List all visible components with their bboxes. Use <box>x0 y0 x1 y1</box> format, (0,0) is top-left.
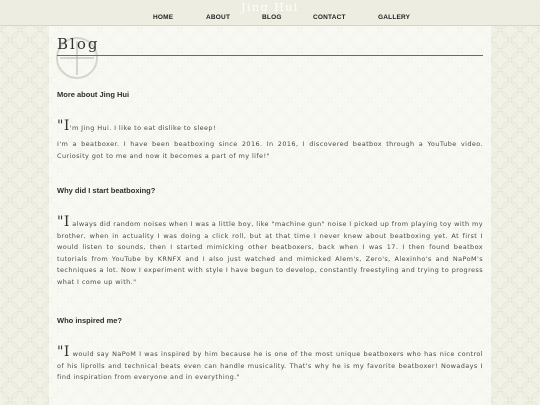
section-paragraph-about: I'm a beatboxer. I have been beatboxing since 2016. In 2016, I discovered beatbox through a YouTube video. Curiosity got to me and now it becomes a part of my life!" <box>57 140 483 160</box>
dropcap: "I <box>57 118 70 134</box>
nav-gallery[interactable]: GALLERY <box>378 14 411 21</box>
main-nav <box>0 14 540 26</box>
dropcap: "I <box>57 214 70 230</box>
section-paragraph-about-lead <box>57 118 483 135</box>
paragraph-text: would say NaPoM I was inspired by him because he is one of the most unique beatboxers who has nice control of his liprolls and technical beats even can handle musicality. That's why he is my favorite beatboxer! Nowadays I find inspiration from everyone and in everything." <box>57 350 483 381</box>
section-heading-about: More about Jing Hui <box>57 90 130 99</box>
section-paragraph-why <box>57 214 483 288</box>
title-divider <box>57 55 483 56</box>
paragraph-text: 'm Jing Hui. I like to eat dislike to sleep! <box>69 124 216 132</box>
nav-about[interactable]: ABOUT <box>206 14 231 21</box>
section-paragraph-inspiration <box>57 344 483 384</box>
section-heading-inspiration: Who inspired me? <box>57 316 123 325</box>
page-title: Blog <box>57 35 100 53</box>
nav-blog[interactable]: BLOG <box>262 14 282 21</box>
site-title[interactable]: Jing Hui <box>241 1 299 14</box>
nav-home[interactable]: HOME <box>153 14 174 21</box>
section-heading-why: Why did I start beatboxing? <box>57 186 156 195</box>
top-navigation-bar <box>0 0 540 26</box>
nav-contact[interactable]: CONTACT <box>313 14 346 21</box>
paragraph-text: always did random noises when I was a little boy, like "machine gun" noise I picked up from playing toy with my brother, when in actuality I was doing a click roll, but at that time I never knew about beatboxing yet. At first I would listen to sounds, then I started mimicking other beatboxers, back when I was 17. I then found beatbox tutorials from YouTube by KRNFX and I also just watched and mimicked Alem's, Zero's, Alexinho's and NaPoM's techniques a lot. Now I experiment with style I have begun to develop, constantly freestyling and trying to progress what I come up with." <box>57 220 483 286</box>
dropcap: "I <box>57 344 70 360</box>
